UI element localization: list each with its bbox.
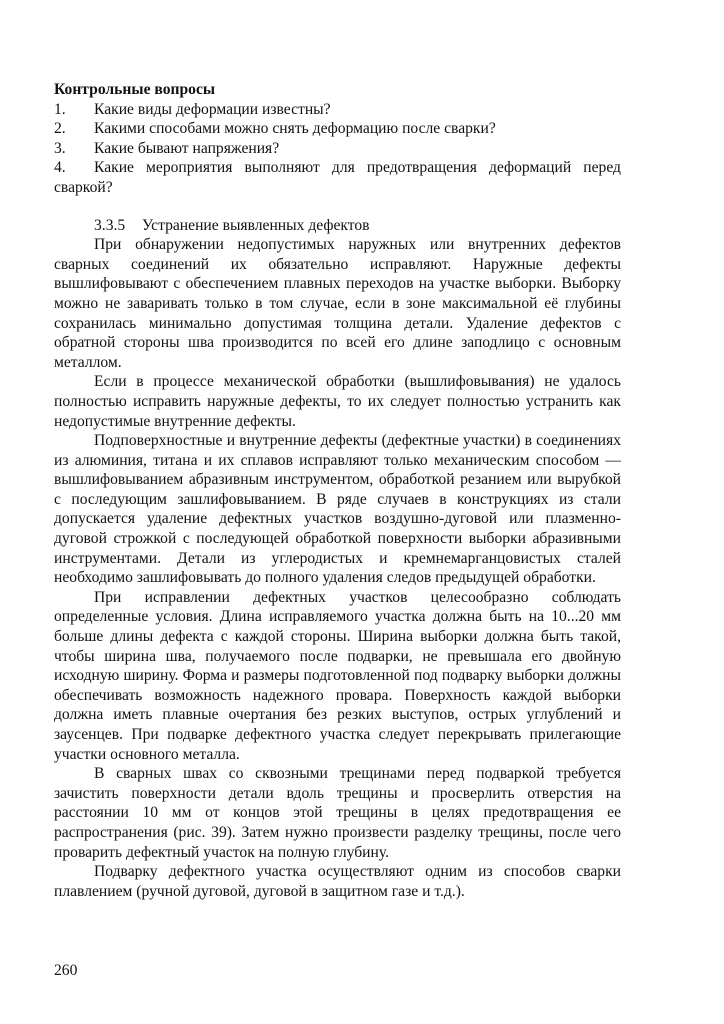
body-paragraph: Подповерхностные и внутренние дефекты (дефектные участки) в соединениях из алюминия, титана и их сплавов исправляют только механическим способом — вышлифовыванием абразивным инструментом, обработкой резанием или вырубкой с последующим зашлифовыванием. В ряде случаев в конструкциях из стали допускается удаление дефектных участков воздушно-дуговой или плазменно-дуговой строжкой с последующей обработкой поверхности выборки абразивными инструментами. Детали из углеродистых и кремнемарганцовистых сталей необходимо зашлифовывать до полного удаления следов предыдущей обработки. [54,432,621,587]
question-text: Какими способами можно снять деформацию после сварки? [94,120,496,138]
body-paragraph: При обнаружении недопустимых наружных или внутренних дефектов сварных соединений их обязательно исправляют. Наружные дефекты вышлифовывают с обеспечением плавных переходов на участке выборки. Выборку можно не заваривать только в том случае, если в зоне максимальной её глубины сохранилась минимально допустимая толщина детали. Удаление дефектов с обратной стороны шва производится по всей его длине заподлицо с основным металлом. [54,236,621,371]
section-title-text: Устранение выявленных дефектов [142,216,370,234]
body-paragraph: При исправлении дефектных участков целесообразно соблюдать определенные условия. Длина исправляемого участка должна быть на 10...20 мм больше длины дефекта с каждой стороны. Ширина выборки должна быть такой, чтобы ширина шва, получаемого после подварки, не превышала его двойную исходную ширину. Форма и размеры подготовленной под подварку выборки должны обеспечивать возможность надежного провара. Поверхность каждой выборки должна иметь плавные очертания без резких выступов, острых углублений и заусенцев. При подварке дефектного участка следует перекрывать прилегающие участки основного металла. [54,588,621,763]
body-paragraph: Подварку дефектного участка осуществляют одним из способов сварки плавлением (ручной дуговой, дуговой в защитном газе и т.д.). [54,863,621,900]
question-item [54,119,621,139]
question-item [54,100,621,120]
page-number: 260 [54,962,78,979]
question-item [54,158,621,197]
question-number: 3. [54,139,66,157]
question-text: Какие бывают напряжения? [94,139,280,157]
question-text: Какие мероприятия выполняют для предотвращения деформаций перед сваркой? [54,159,621,196]
question-text: Какие виды деформации известны? [94,100,331,118]
body-paragraph: Если в процессе механической обработки (вышлифовывания) не удалось полностью исправить наружные дефекты, то их следует полностью устранить как недопустимые внутренние дефекты. [54,373,621,430]
question-number: 4. [54,159,66,177]
question-number: 2. [54,120,66,138]
question-item [54,139,621,159]
section-number: 3.3.5 [94,216,126,234]
question-number: 1. [54,100,66,118]
control-questions-heading: Контрольные вопросы [54,81,216,98]
page-content [54,80,621,901]
body-paragraph: В сварных швах со сквозными трещинами перед подваркой требуется зачистить поверхности детали вдоль трещины и просверлить отверстия на расстоянии 10 мм от концов этой трещины в целях предотвращения ее распространения (рис. 39). Затем нужно произвести разделку трещины, после чего проварить дефектный участок на полную глубину. [54,765,621,861]
section-title [54,216,621,236]
